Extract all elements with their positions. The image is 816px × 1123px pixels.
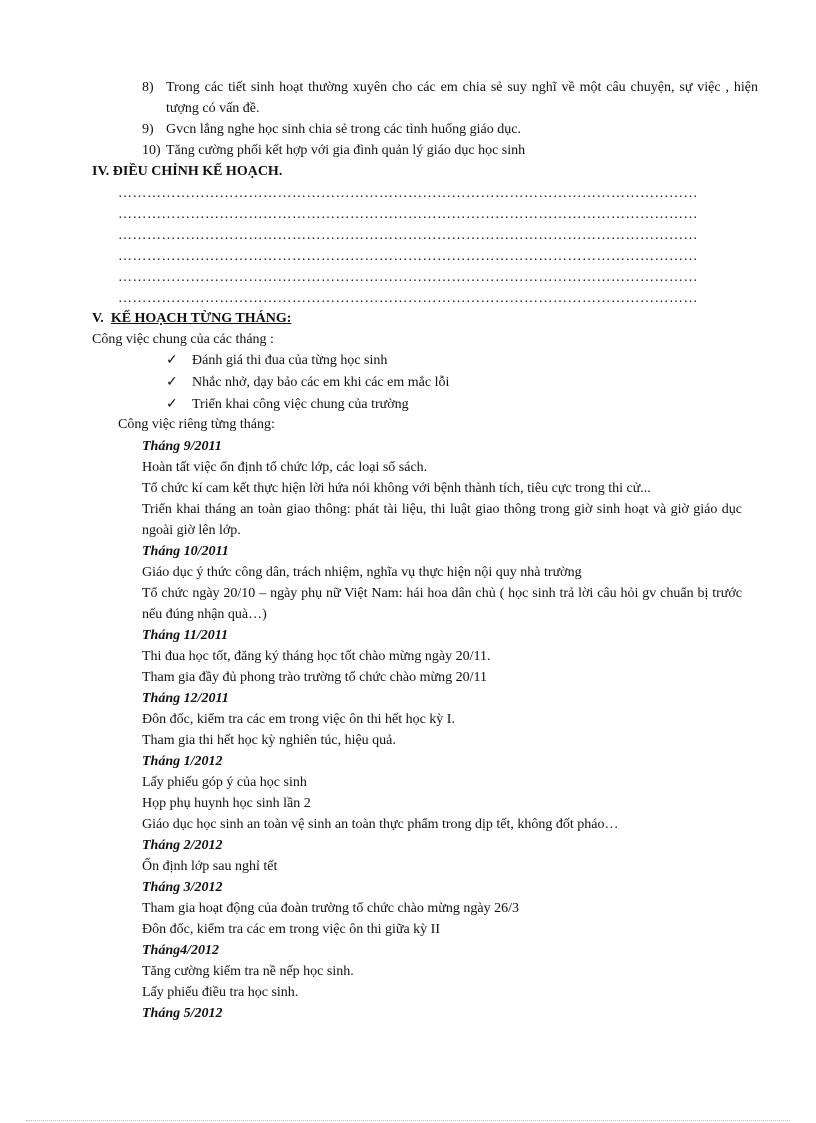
- month-item: Tham gia thi hết học kỳ nghiên túc, hiệu quả.: [142, 733, 396, 748]
- month-title: Tháng 1/2012: [142, 754, 223, 769]
- checkmark-icon: ✓: [166, 352, 178, 368]
- month-item: Đôn đốc, kiểm tra các em trong việc ôn thi hết học kỳ I.: [142, 712, 455, 727]
- month-item: Đôn đốc, kiểm tra các em trong việc ôn thi giữa kỳ II: [142, 922, 440, 937]
- common-work-label: Công việc chung của các tháng :: [92, 332, 274, 347]
- month-block: [142, 625, 742, 688]
- month-title: Tháng 2/2012: [142, 838, 223, 853]
- common-work-list: [166, 350, 449, 416]
- dotted-line: …………………………………………………………………………………………………………: [118, 291, 698, 306]
- numbered-list: [142, 77, 758, 161]
- month-item: Tham gia hoạt động của đoàn trường tổ chức chào mừng ngày 26/3: [142, 901, 519, 916]
- month-title: Tháng 9/2011: [142, 439, 222, 454]
- common-work-text: Nhắc nhở, dạy bảo các em khi các em mắc lỗi: [192, 375, 450, 390]
- section-v-prefix: V.: [92, 311, 104, 326]
- month-block: [142, 751, 742, 835]
- month-block: [142, 1003, 742, 1024]
- dotted-line: …………………………………………………………………………………………………………: [118, 186, 698, 201]
- dotted-line: …………………………………………………………………………………………………………: [118, 207, 698, 222]
- numbered-item: [142, 140, 758, 161]
- item-number: 8): [142, 80, 154, 95]
- dotted-lines: [118, 183, 742, 309]
- month-item: Ổn định lớp sau nghỉ tết: [142, 859, 278, 874]
- month-block: [142, 688, 742, 751]
- common-work-text: Đánh giá thi đua của từng học sinh: [192, 353, 388, 368]
- month-title: Tháng 3/2012: [142, 880, 223, 895]
- dotted-line: …………………………………………………………………………………………………………: [118, 228, 698, 243]
- section-iv-heading: IV. ĐIỀU CHỈNH KẾ HOẠCH.: [92, 164, 283, 179]
- month-item: Họp phụ huynh học sinh lần 2: [142, 796, 311, 811]
- month-title: Tháng 10/2011: [142, 544, 229, 559]
- month-item: Tổ chức kí cam kết thực hiện lời hứa nói không với bệnh thành tích, tiêu cực trong thi cử...: [142, 481, 651, 496]
- month-item: Triển khai tháng an toàn giao thông: phát tài liệu, thi luật giao thông trong giờ sinh hoạt và giờ giáo dục ngoài giờ lên lớp.: [142, 502, 742, 538]
- month-block: [142, 835, 742, 877]
- month-item: Tham gia đầy đủ phong trào trường tổ chức chào mừng 20/11: [142, 670, 487, 685]
- numbered-item: [142, 119, 758, 140]
- item-text: Gvcn lắng nghe học sinh chia sẻ trong các tình huống giáo dục.: [166, 122, 521, 137]
- monthly-plan: [142, 436, 742, 1024]
- checkmark-icon: ✓: [166, 396, 178, 412]
- common-work-text: Triển khai công việc chung của trường: [192, 397, 409, 412]
- month-block: [142, 541, 742, 625]
- month-item: Lấy phiếu góp ý của học sinh: [142, 775, 307, 790]
- checkmark-icon: ✓: [166, 374, 178, 390]
- month-title: Tháng 11/2011: [142, 628, 228, 643]
- item-number: 10): [142, 143, 161, 158]
- dotted-line: …………………………………………………………………………………………………………: [118, 249, 698, 264]
- month-item: Tổ chức ngày 20/10 – ngày phụ nữ Việt Nam: hái hoa dân chủ ( học sinh trả lời câu hỏi gv chuẩn bị trước nếu đúng nhận quà…): [142, 586, 742, 622]
- month-item: Hoàn tất việc ổn định tổ chức lớp, các loại sổ sách.: [142, 460, 428, 475]
- common-work-item: [166, 372, 449, 394]
- page-bottom-divider: [26, 1120, 790, 1121]
- month-item: Lấy phiếu điều tra học sinh.: [142, 985, 299, 1000]
- month-block: [142, 436, 742, 541]
- month-title: Tháng 12/2011: [142, 691, 229, 706]
- month-block: [142, 877, 742, 940]
- common-work-item: [166, 394, 449, 416]
- month-item: Giáo dục học sinh an toàn vệ sinh an toàn thực phẩm trong dịp tết, không đốt pháo…: [142, 817, 619, 832]
- month-title: Tháng 5/2012: [142, 1006, 223, 1021]
- section-v-heading: [92, 308, 291, 329]
- month-item: Giáo dục ý thức công dân, trách nhiệm, nghĩa vụ thực hiện nội quy nhà trường: [142, 565, 582, 580]
- item-number: 9): [142, 122, 154, 137]
- month-item: Tăng cường kiểm tra nề nếp học sinh.: [142, 964, 354, 979]
- numbered-item: [142, 77, 758, 119]
- section-v-title: KẾ HOẠCH TỪNG THÁNG:: [110, 311, 292, 326]
- dotted-line: …………………………………………………………………………………………………………: [118, 270, 698, 285]
- month-item: Thi đua học tốt, đăng ký tháng học tốt chào mừng ngày 20/11.: [142, 649, 491, 664]
- specific-work-label: Công việc riêng từng tháng:: [118, 417, 275, 432]
- month-block: [142, 940, 742, 1003]
- common-work-item: [166, 350, 449, 372]
- item-text: Tăng cường phối kết hợp với gia đình quản lý giáo dục học sinh: [166, 143, 526, 158]
- item-text: Trong các tiết sinh hoạt thường xuyên cho các em chia sẻ suy nghĩ về một câu chuyện, sự việc , hiện tượng có vấn đề.: [166, 80, 758, 116]
- month-title: Tháng4/2012: [142, 943, 220, 958]
